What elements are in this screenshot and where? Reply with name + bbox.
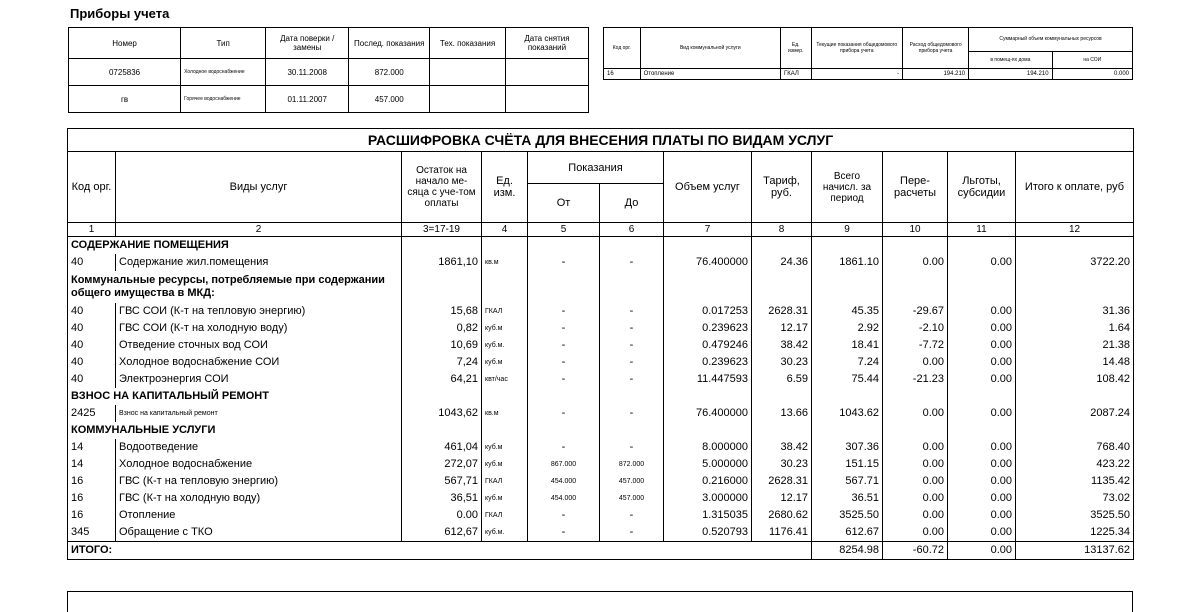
cell-balance: 0,82 bbox=[402, 320, 482, 337]
header-benefits: Льготы, субсидии bbox=[948, 152, 1016, 223]
cell-tariff: 12.17 bbox=[752, 490, 812, 507]
cell-balance: 567,71 bbox=[402, 473, 482, 490]
column-number: 7 bbox=[664, 223, 752, 237]
cell-to: 457.000 bbox=[600, 473, 664, 490]
odn-consumption: 194.210 bbox=[903, 69, 969, 80]
column-number: 9 bbox=[812, 223, 883, 237]
cell-volume: 0.239623 bbox=[664, 320, 752, 337]
cell-accrued: 45.35 bbox=[812, 303, 883, 320]
cell-benefits: 0.00 bbox=[948, 254, 1016, 271]
cell-from: - bbox=[528, 354, 600, 371]
meter-check-date: 01.11.2007 bbox=[266, 86, 349, 113]
cell-recalc: 0.00 bbox=[883, 439, 948, 456]
cell-volume: 5.000000 bbox=[664, 456, 752, 473]
cell-benefits: 0.00 bbox=[948, 320, 1016, 337]
cell-to: - bbox=[600, 254, 664, 271]
cell-service: ГВС СОИ (К-т на тепловую энергию) bbox=[116, 303, 402, 320]
cell-total: 3722.20 bbox=[1016, 254, 1134, 271]
cell-recalc: -29.67 bbox=[883, 303, 948, 320]
column-number: 12 bbox=[1016, 223, 1134, 237]
cell-volume: 76.400000 bbox=[664, 254, 752, 271]
total-label: ИТОГО: bbox=[68, 542, 812, 560]
header-unit: Ед. изм. bbox=[482, 152, 528, 223]
cell-balance: 0.00 bbox=[402, 507, 482, 524]
cell-total: 108.42 bbox=[1016, 371, 1134, 388]
cell-benefits: 0.00 bbox=[948, 337, 1016, 354]
section-title: СОДЕРЖАНИЕ ПОМЕЩЕНИЯ bbox=[68, 237, 402, 255]
cell-code: 40 bbox=[68, 371, 116, 388]
section-row bbox=[68, 388, 1134, 405]
cell-tariff: 1176.41 bbox=[752, 524, 812, 542]
cell-recalc: 0.00 bbox=[883, 524, 948, 542]
cell-to: 872.000 bbox=[600, 456, 664, 473]
table-row bbox=[68, 439, 1134, 456]
table-row bbox=[68, 405, 1134, 422]
cell-from: - bbox=[528, 371, 600, 388]
cell-code: 40 bbox=[68, 320, 116, 337]
cell-tariff: 2628.31 bbox=[752, 303, 812, 320]
cell-from: - bbox=[528, 524, 600, 542]
odn-subheader-premises: в помещ-ях дома bbox=[969, 51, 1052, 68]
section-row bbox=[68, 271, 1134, 303]
cell-code: 16 bbox=[68, 473, 116, 490]
cell-recalc: -2.10 bbox=[883, 320, 948, 337]
meters-header-check-date: Дата поверки /замены bbox=[266, 28, 349, 59]
cell-from: 454.000 bbox=[528, 473, 600, 490]
meter-last-reading: 457.000 bbox=[349, 86, 430, 113]
cell-service: ГВС (К-т на холодную воду) bbox=[116, 490, 402, 507]
odn-service: Отопление bbox=[640, 69, 780, 80]
cell-unit: кв.м bbox=[482, 405, 528, 422]
cell-accrued: 1043.62 bbox=[812, 405, 883, 422]
cell-accrued: 567.71 bbox=[812, 473, 883, 490]
cell-recalc: 0.00 bbox=[883, 473, 948, 490]
cell-code: 16 bbox=[68, 490, 116, 507]
odn-code: 16 bbox=[604, 69, 641, 80]
cell-from: - bbox=[528, 303, 600, 320]
column-number: 1 bbox=[68, 223, 116, 237]
header-tariff: Тариф, руб. bbox=[752, 152, 812, 223]
header-balance: Остаток на начало ме-сяца с уче-том оплаты bbox=[402, 152, 482, 223]
meters-header-row bbox=[69, 28, 589, 59]
table-row bbox=[68, 490, 1134, 507]
meters-title: Приборы учета bbox=[70, 6, 170, 21]
meters-header-reading-date: Дата снятия показаний bbox=[505, 28, 588, 59]
cell-unit: куб.м bbox=[482, 354, 528, 371]
cell-balance: 612,67 bbox=[402, 524, 482, 542]
column-number: 11 bbox=[948, 223, 1016, 237]
cell-to: - bbox=[600, 507, 664, 524]
odn-header-service: Вид коммунальной услуги bbox=[640, 28, 780, 69]
cell-balance: 64,21 bbox=[402, 371, 482, 388]
cell-tariff: 2628.31 bbox=[752, 473, 812, 490]
cell-from: 454.000 bbox=[528, 490, 600, 507]
meter-type: Холодное водоснабжение bbox=[181, 59, 266, 86]
cell-recalc: 0.00 bbox=[883, 456, 948, 473]
cell-from: 867.000 bbox=[528, 456, 600, 473]
cell-code: 40 bbox=[68, 254, 116, 271]
cell-volume: 0.239623 bbox=[664, 354, 752, 371]
header-accrued: Всего начисл. за период bbox=[812, 152, 883, 223]
cell-code: 16 bbox=[68, 507, 116, 524]
cell-tariff: 30.23 bbox=[752, 456, 812, 473]
total-amount: 13137.62 bbox=[1016, 542, 1134, 560]
section-row bbox=[68, 237, 1134, 255]
cell-unit: квт/час bbox=[482, 371, 528, 388]
meters-table bbox=[68, 27, 589, 113]
table-row bbox=[68, 254, 1134, 271]
cell-recalc: 0.00 bbox=[883, 354, 948, 371]
cell-accrued: 1861.10 bbox=[812, 254, 883, 271]
meter-number: гв bbox=[69, 86, 181, 113]
column-numbers-row bbox=[68, 223, 1134, 237]
column-number: 3=17-19 bbox=[402, 223, 482, 237]
cell-recalc: 0.00 bbox=[883, 405, 948, 422]
cell-accrued: 2.92 bbox=[812, 320, 883, 337]
header-total: Итого к оплате, руб bbox=[1016, 152, 1134, 223]
cell-accrued: 612.67 bbox=[812, 524, 883, 542]
table-row bbox=[68, 320, 1134, 337]
cell-benefits: 0.00 bbox=[948, 354, 1016, 371]
cell-from: - bbox=[528, 320, 600, 337]
next-section-box bbox=[67, 591, 1133, 612]
cell-from: - bbox=[528, 254, 600, 271]
header-recalc: Пере-расчеты bbox=[883, 152, 948, 223]
cell-code: 40 bbox=[68, 303, 116, 320]
cell-unit: куб.м. bbox=[482, 337, 528, 354]
cell-unit: куб.м. bbox=[482, 524, 528, 542]
cell-volume: 0.520793 bbox=[664, 524, 752, 542]
cell-total: 31.36 bbox=[1016, 303, 1134, 320]
cell-accrued: 75.44 bbox=[812, 371, 883, 388]
header-to: До bbox=[600, 184, 664, 223]
cell-tariff: 30.23 bbox=[752, 354, 812, 371]
meter-tech-reading bbox=[430, 59, 506, 86]
cell-volume: 0.479246 bbox=[664, 337, 752, 354]
cell-total: 1.64 bbox=[1016, 320, 1134, 337]
column-number: 4 bbox=[482, 223, 528, 237]
cell-from: - bbox=[528, 337, 600, 354]
cell-code: 345 bbox=[68, 524, 116, 542]
cell-volume: 0.017253 bbox=[664, 303, 752, 320]
cell-tariff: 24.36 bbox=[752, 254, 812, 271]
cell-balance: 10,69 bbox=[402, 337, 482, 354]
cell-balance: 7,24 bbox=[402, 354, 482, 371]
cell-unit: куб.м bbox=[482, 490, 528, 507]
cell-recalc: 0.00 bbox=[883, 507, 948, 524]
odn-header-row bbox=[604, 28, 1133, 52]
cell-unit: куб.м bbox=[482, 320, 528, 337]
odn-unit: ГКАЛ bbox=[780, 69, 811, 80]
section-title: ВЗНОС НА КАПИТАЛЬНЫЙ РЕМОНТ bbox=[68, 388, 402, 405]
table-row bbox=[68, 473, 1134, 490]
cell-unit: куб.м bbox=[482, 456, 528, 473]
meter-check-date: 30.11.2008 bbox=[266, 59, 349, 86]
total-recalc: -60.72 bbox=[883, 542, 948, 560]
cell-accrued: 151.15 bbox=[812, 456, 883, 473]
meter-reading-date bbox=[505, 59, 588, 86]
cell-tariff: 6.59 bbox=[752, 371, 812, 388]
cell-benefits: 0.00 bbox=[948, 371, 1016, 388]
cell-balance: 1861,10 bbox=[402, 254, 482, 271]
cell-recalc: 0.00 bbox=[883, 254, 948, 271]
header-volume: Объем услуг bbox=[664, 152, 752, 223]
cell-balance: 272,07 bbox=[402, 456, 482, 473]
cell-recalc: -21.23 bbox=[883, 371, 948, 388]
column-number: 6 bbox=[600, 223, 664, 237]
cell-to: - bbox=[600, 303, 664, 320]
cell-total: 73.02 bbox=[1016, 490, 1134, 507]
meter-number: 0725836 bbox=[69, 59, 181, 86]
total-accrued: 8254.98 bbox=[812, 542, 883, 560]
cell-service: Содержание жил.помещения bbox=[116, 254, 402, 271]
header-readings: Показания bbox=[528, 152, 664, 184]
cell-benefits: 0.00 bbox=[948, 524, 1016, 542]
cell-benefits: 0.00 bbox=[948, 456, 1016, 473]
cell-benefits: 0.00 bbox=[948, 507, 1016, 524]
cell-unit: ГКАЛ bbox=[482, 473, 528, 490]
cell-from: - bbox=[528, 439, 600, 456]
cell-total: 1135.42 bbox=[1016, 473, 1134, 490]
cell-service: Обращение с ТКО bbox=[116, 524, 402, 542]
odn-header-unit: Ед. измер. bbox=[780, 28, 811, 69]
table-row bbox=[68, 303, 1134, 320]
meters-header-type: Тип bbox=[181, 28, 266, 59]
meters-header-tech-reading: Тех. показания bbox=[430, 28, 506, 59]
cell-code: 40 bbox=[68, 337, 116, 354]
odn-subheader-soi: на СОИ bbox=[1052, 51, 1132, 68]
common-house-meter-table bbox=[603, 27, 1133, 80]
cell-total: 14.48 bbox=[1016, 354, 1134, 371]
table-row bbox=[68, 507, 1134, 524]
meters-header-last-reading: Послед. показания bbox=[349, 28, 430, 59]
cell-service: Холодное водоснабжение bbox=[116, 456, 402, 473]
cell-volume: 3.000000 bbox=[664, 490, 752, 507]
cell-benefits: 0.00 bbox=[948, 303, 1016, 320]
cell-volume: 11.447593 bbox=[664, 371, 752, 388]
header-code: Код орг. bbox=[68, 152, 116, 223]
column-number: 10 bbox=[883, 223, 948, 237]
meter-reading-date bbox=[505, 86, 588, 113]
odn-header-code: Код орг. bbox=[604, 28, 641, 69]
total-benefits: 0.00 bbox=[948, 542, 1016, 560]
cell-code: 14 bbox=[68, 439, 116, 456]
meter-type: Горячее водоснабжение bbox=[181, 86, 266, 113]
cell-code: 14 bbox=[68, 456, 116, 473]
odn-current: - bbox=[811, 69, 903, 80]
cell-accrued: 307.36 bbox=[812, 439, 883, 456]
cell-accrued: 7.24 bbox=[812, 354, 883, 371]
cell-tariff: 2680.62 bbox=[752, 507, 812, 524]
cell-tariff: 12.17 bbox=[752, 320, 812, 337]
column-number: 2 bbox=[116, 223, 402, 237]
cell-balance: 461,04 bbox=[402, 439, 482, 456]
cell-service: Отведение сточных вод СОИ bbox=[116, 337, 402, 354]
cell-total: 2087.24 bbox=[1016, 405, 1134, 422]
cell-volume: 76.400000 bbox=[664, 405, 752, 422]
cell-accrued: 18.41 bbox=[812, 337, 883, 354]
cell-unit: ГКАЛ bbox=[482, 303, 528, 320]
cell-volume: 8.000000 bbox=[664, 439, 752, 456]
cell-to: - bbox=[600, 524, 664, 542]
odn-soi: 0.000 bbox=[1052, 69, 1132, 80]
cell-balance: 15,68 bbox=[402, 303, 482, 320]
odn-row bbox=[604, 69, 1133, 80]
meter-last-reading: 872.000 bbox=[349, 59, 430, 86]
cell-recalc: 0.00 bbox=[883, 490, 948, 507]
cell-total: 768.40 bbox=[1016, 439, 1134, 456]
odn-header-total-volume: Суммарный объем коммунальных ресурсов bbox=[969, 28, 1133, 52]
cell-total: 3525.50 bbox=[1016, 507, 1134, 524]
cell-service: ГВС СОИ (К-т на холодную воду) bbox=[116, 320, 402, 337]
cell-unit: ГКАЛ bbox=[482, 507, 528, 524]
charges-caption: РАСШИФРОВКА СЧЁТА ДЛЯ ВНЕСЕНИЯ ПЛАТЫ ПО ВИДАМ УСЛУГ bbox=[68, 129, 1134, 152]
odn-header-current: Текущие показания общедомового прибора учета bbox=[811, 28, 903, 69]
cell-to: - bbox=[600, 354, 664, 371]
cell-benefits: 0.00 bbox=[948, 490, 1016, 507]
header-service: Виды услуг bbox=[116, 152, 402, 223]
cell-tariff: 13.66 bbox=[752, 405, 812, 422]
cell-recalc: -7.72 bbox=[883, 337, 948, 354]
cell-benefits: 0.00 bbox=[948, 439, 1016, 456]
cell-accrued: 3525.50 bbox=[812, 507, 883, 524]
cell-total: 1225.34 bbox=[1016, 524, 1134, 542]
cell-to: - bbox=[600, 320, 664, 337]
cell-volume: 1.315035 bbox=[664, 507, 752, 524]
column-number: 8 bbox=[752, 223, 812, 237]
cell-benefits: 0.00 bbox=[948, 473, 1016, 490]
cell-benefits: 0.00 bbox=[948, 405, 1016, 422]
charges-table bbox=[67, 128, 1134, 560]
cell-unit: куб.м bbox=[482, 439, 528, 456]
total-row bbox=[68, 542, 1134, 560]
cell-tariff: 38.42 bbox=[752, 439, 812, 456]
cell-volume: 0.216000 bbox=[664, 473, 752, 490]
cell-code: 2425 bbox=[68, 405, 116, 422]
cell-service: Взнос на капитальный ремонт bbox=[116, 405, 402, 422]
table-row bbox=[68, 354, 1134, 371]
meters-row bbox=[69, 86, 589, 113]
cell-to: - bbox=[600, 371, 664, 388]
cell-service: Электроэнергия СОИ bbox=[116, 371, 402, 388]
odn-header-consumption: Расход общедомового прибора учета bbox=[903, 28, 969, 69]
header-from: От bbox=[528, 184, 600, 223]
table-row bbox=[68, 456, 1134, 473]
table-row bbox=[68, 337, 1134, 354]
charges-caption-row bbox=[68, 129, 1134, 152]
cell-code: 40 bbox=[68, 354, 116, 371]
meters-row bbox=[69, 59, 589, 86]
cell-service: ГВС (К-т на тепловую энергию) bbox=[116, 473, 402, 490]
cell-service: Водоотведение bbox=[116, 439, 402, 456]
cell-service: Холодное водоснабжение СОИ bbox=[116, 354, 402, 371]
cell-to: - bbox=[600, 405, 664, 422]
odn-premises: 194.210 bbox=[969, 69, 1052, 80]
charges-header-row bbox=[68, 152, 1134, 184]
cell-total: 423.22 bbox=[1016, 456, 1134, 473]
cell-to: - bbox=[600, 337, 664, 354]
cell-unit: кв.м bbox=[482, 254, 528, 271]
cell-from: - bbox=[528, 405, 600, 422]
cell-balance: 1043,62 bbox=[402, 405, 482, 422]
section-row bbox=[68, 422, 1134, 439]
cell-balance: 36,51 bbox=[402, 490, 482, 507]
cell-service: Отопление bbox=[116, 507, 402, 524]
table-row bbox=[68, 371, 1134, 388]
cell-total: 21.38 bbox=[1016, 337, 1134, 354]
cell-accrued: 36.51 bbox=[812, 490, 883, 507]
cell-to: 457.000 bbox=[600, 490, 664, 507]
table-row bbox=[68, 524, 1134, 542]
meter-tech-reading bbox=[430, 86, 506, 113]
cell-from: - bbox=[528, 507, 600, 524]
cell-tariff: 38.42 bbox=[752, 337, 812, 354]
section-title: Коммунальные ресурсы, потребляемые при содержании общего имущества в МКД: bbox=[68, 271, 402, 303]
cell-to: - bbox=[600, 439, 664, 456]
column-number: 5 bbox=[528, 223, 600, 237]
meters-header-number: Номер bbox=[69, 28, 181, 59]
section-title: КОММУНАЛЬНЫЕ УСЛУГИ bbox=[68, 422, 402, 439]
